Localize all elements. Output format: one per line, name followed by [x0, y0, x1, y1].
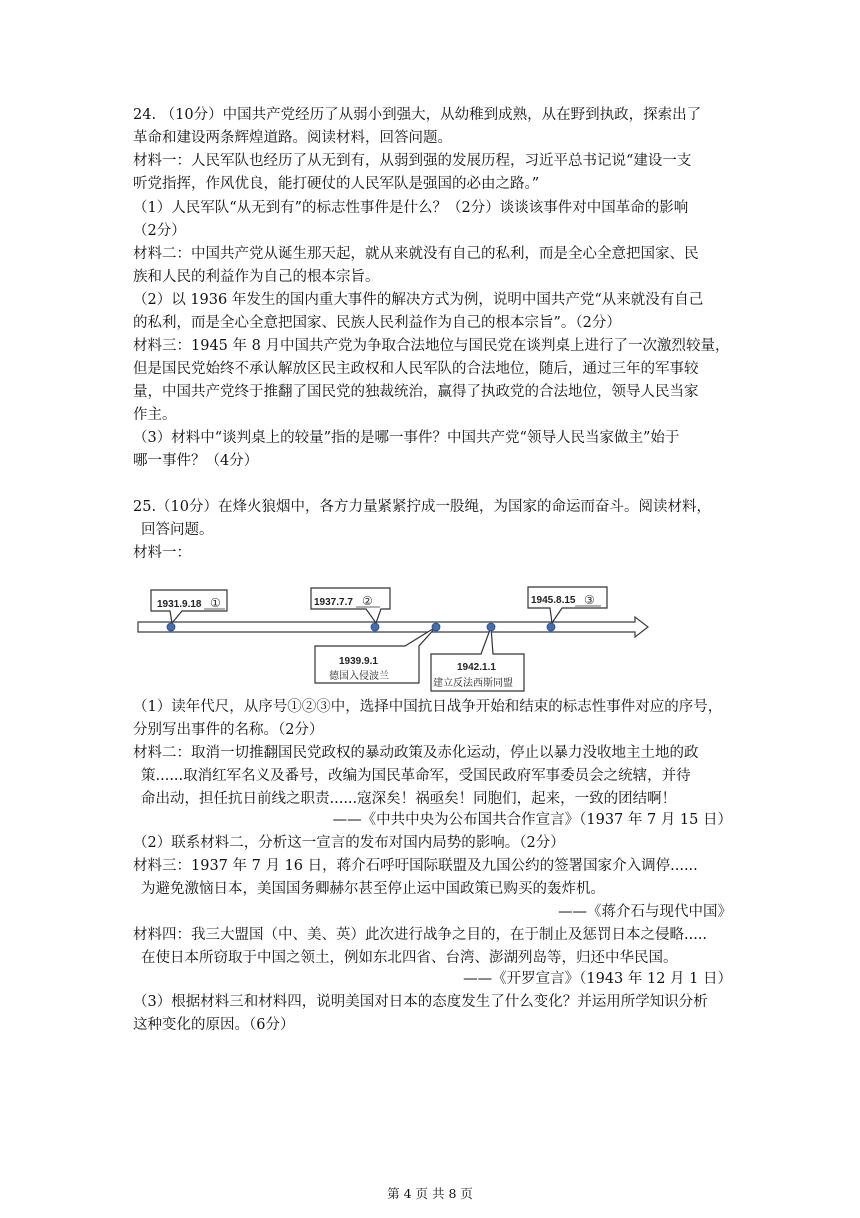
- timeline-arrow: [138, 617, 648, 637]
- timeline-event-1937: [311, 588, 390, 623]
- q25-line: （3）根据材料三和材料四，说明美国对日本的态度发生了什么变化？并运用所学知识分析: [133, 994, 708, 1010]
- q24-line: 量，中国共产党终于推翻了国民党的独裁统治，赢得了执政党的合法地位，领导人民当家: [133, 384, 699, 400]
- q24-line: 但是国民党始终不承认解放区民主政权和人民军队的合法地位，随后，通过三年的军事较: [133, 361, 699, 377]
- q25-line: 策......取消红军名义及番号，改编为国民革命军，受国民政府军事委员会之统辖，并待: [141, 768, 691, 784]
- event-marker: ③: [584, 593, 595, 607]
- timeline-dot-1931: [167, 623, 175, 631]
- q25-line: 材料一：: [133, 545, 191, 561]
- event-marker: ②: [362, 594, 373, 608]
- q25-line: 材料二：取消一切推翻国民党政权的暴动政策及赤化运动，停止以暴力没收地主土地的政: [133, 745, 699, 761]
- timeline-dot-1937: [371, 623, 379, 631]
- q25-source: ——《开罗宣言》（1943 年 12 月 1 日）: [463, 971, 732, 987]
- event-date: 1942.1.1: [457, 662, 496, 673]
- q25-line: 这种变化的原因。（6分）: [133, 1017, 295, 1033]
- timeline-event-1939: [315, 627, 436, 683]
- q25-line: 分别写出事件的名称。（2分）: [133, 722, 324, 738]
- timeline-figure: [130, 580, 660, 692]
- q25-source: ——《中共中央为公布国共合作宣言》（1937 年 7 月 15 日）: [332, 812, 732, 828]
- event-date: 1937.7.7: [314, 597, 353, 608]
- q24-line: 的私利，而是全心全意把国家、民族人民利益作为自己的根本宗旨”。（2分）: [133, 315, 621, 331]
- q25-line: 命出动，担任抗日前线之职责......寇深矣！祸亟矣！同胞们，起来，一致的团结啊！: [141, 791, 677, 807]
- page-footer: 第 4 页 共 8 页: [387, 1186, 473, 1201]
- q24-line: 听党指挥，作风优良，能打硬仗的人民军队是强国的必由之路。”: [133, 176, 540, 192]
- event-date: 1931.9.18: [157, 599, 202, 610]
- q25-line: 材料四：我三大盟国（中、美、英）此次进行战争之目的，在于制止及惩罚日本之侵略.....: [133, 927, 708, 943]
- event-date: 1945.8.15: [531, 595, 576, 606]
- timeline-event-1931: [151, 590, 227, 623]
- q24-line: 革命和建设两条辉煌道路。阅读材料，回答问题。: [133, 130, 452, 146]
- q24-line: 材料三：1945 年 8 月中国共产党为争取合法地位与国民党在谈判桌上进行了一次激烈较量，: [133, 338, 730, 354]
- q24-line: 哪一事件？（4分）: [133, 453, 259, 469]
- q24-line: （2）以 1936 年发生的国内重大事件的解决方式为例，说明中国共产党“从来就没有自己: [133, 292, 704, 308]
- event-text: 建立反法西斯同盟: [433, 678, 513, 689]
- timeline-event-1945: [528, 587, 607, 623]
- q25-source: ——《蒋介石与现代中国》: [558, 904, 732, 920]
- q25-line: （2）联系材料二，分析这一宣言的发布对国内局势的影响。（2分）: [133, 835, 565, 851]
- q25-line: 25.（10分）在烽火狼烟中，各方力量紧紧拧成一股绳，为国家的命运而奋斗。阅读材料，: [133, 499, 712, 515]
- event-marker: ①: [210, 596, 221, 610]
- q24-line: 材料二：中国共产党从诞生那天起，就从来就没有自己的私利，而是全心全意把国家、民: [133, 246, 699, 262]
- timeline-dot-1945: [547, 623, 555, 631]
- q24-line: 24. （10分）中国共产党经历了从弱小到强大，从幼稚到成熟，从在野到执政，探索出了: [133, 107, 702, 123]
- q25-line: 回答问题。: [141, 522, 214, 538]
- event-date: 1939.9.1: [339, 656, 378, 667]
- timeline-dot-1939: [432, 623, 440, 631]
- q24-line: 族和人民的利益作为自己的根本宗旨。: [133, 269, 380, 285]
- timeline-dot-1942: [487, 623, 495, 631]
- q24-line: （1）人民军队“从无到有”的标志性事件是什么？（2分）谈谈该事件对中国革命的影响: [133, 200, 689, 216]
- event-text: 德国入侵波兰: [329, 671, 389, 682]
- q25-line: 为避免激恼日本，美国国务卿赫尔甚至停止运中国政策已购买的轰炸机。: [141, 881, 605, 897]
- q25-line: （1）读年代尺，从序号①②③中，选择中国抗日战争开始和结束的标志性事件对应的序号，: [133, 699, 723, 715]
- q24-line: 作主。: [133, 407, 177, 423]
- q24-line: （3）材料中“谈判桌上的较量”指的是哪一事件？中国共产党“领导人民当家做主”始于: [133, 430, 680, 446]
- q24-line: （2分）: [133, 223, 186, 239]
- q25-line: 在使日本所窃取于中国之领土，例如东北四省、台湾、澎湖列岛等，归还中华民国。: [141, 950, 678, 966]
- q24-line: 材料一：人民军队也经历了从无到有，从弱到强的发展历程，习近平总书记说“建设一支: [133, 153, 692, 169]
- timeline-event-1942: [431, 627, 524, 691]
- q25-line: 材料三：1937 年 7 月 16 日，蒋介石呼吁国际联盟及九国公约的签署国家介入调停......: [133, 858, 698, 874]
